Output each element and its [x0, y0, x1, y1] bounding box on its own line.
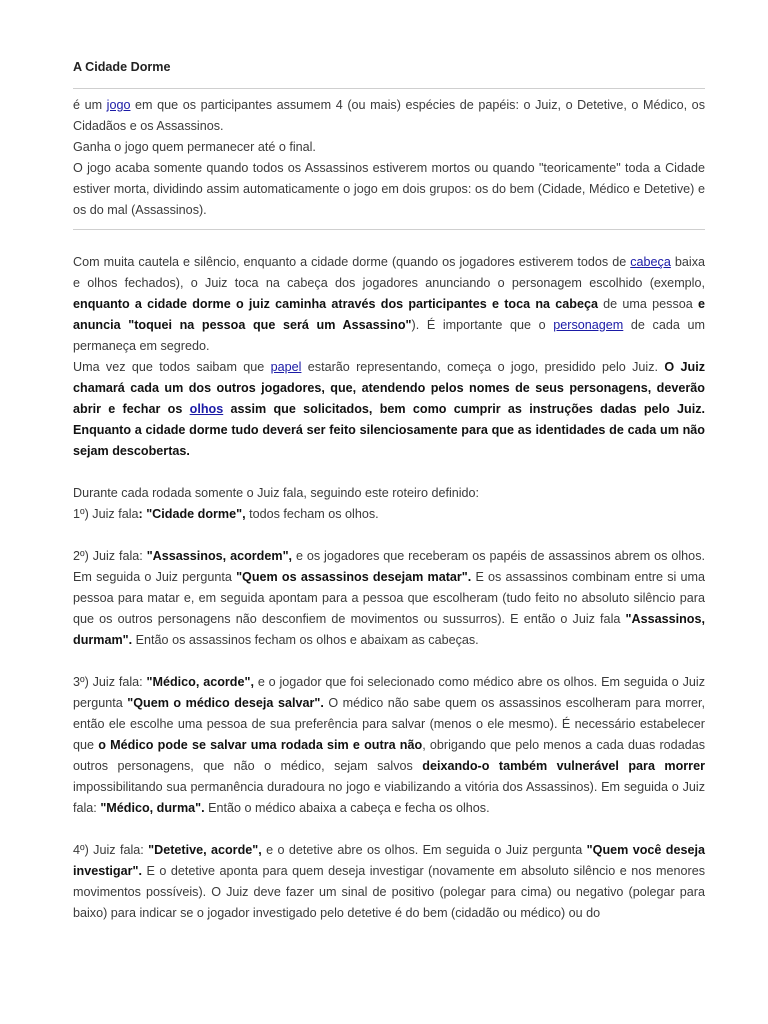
bold-text: "Detetive, acorde",: [148, 843, 262, 857]
text: , obrigando que pelo menos a cada duas rodadas outros personagens, que não o médico, sejam salvos: [73, 738, 705, 773]
intro-section: [73, 95, 705, 221]
bold-text: "Quem o médico deseja salvar".: [127, 696, 324, 710]
text: 2º) Juiz fala:: [73, 549, 147, 563]
step-1: [73, 504, 705, 525]
bold-text: assim que solicitados, bem como cumprir as instruções dadas pelo Juiz. Enquanto a cidade dorme tudo deverá ser feito silenciosamente para que as identidades de cada um não sejam descobertas.: [73, 402, 706, 458]
roteiro-intro: Durante cada rodada somente o Juiz fala, seguindo este roteiro definido:: [73, 486, 480, 500]
divider-middle: [73, 229, 705, 230]
text: baixa e olhos fechados), o Juiz toca na cabeça dos jogadores anunciando o personagem escolhido (exemplo,: [73, 255, 705, 290]
bold-text: "Médico, durma".: [100, 801, 205, 815]
text: e os jogadores que receberam os papéis de assassinos abrem os olhos. Em seguida o Juiz pergunta: [73, 549, 705, 584]
bold-text: "Assassinos, acordem",: [146, 549, 293, 563]
text: Uma vez que todos saibam que: [73, 360, 271, 374]
text: 1º) Juiz fala: [73, 507, 139, 521]
bold-text: O Juiz chamará cada um dos outros jogadores, que, atendendo pelos nomes de seus personagens, deverão abrir e fechar os: [73, 360, 705, 416]
text: de cada um permaneça em segredo.: [73, 318, 705, 353]
text: estarão representando, começa o jogo, presidido pelo Juiz.: [301, 360, 665, 374]
text: é um: [73, 98, 107, 112]
bold-text: "Médico, acorde",: [146, 675, 254, 689]
bold-text: "Assassinos, durmam".: [73, 612, 705, 647]
intro-paragraph-2: Ganha o jogo quem permanecer até o final.: [73, 140, 316, 154]
page-title: A Cidade Dorme: [73, 60, 171, 74]
step-3: [73, 672, 705, 819]
bold-text: deixando-o também vulnerável para morrer: [422, 759, 705, 773]
link-papel[interactable]: papel: [270, 360, 302, 374]
text: e o jogador que foi selecionado como médico abre os olhos. Em seguida o Juiz pergunta: [73, 675, 706, 710]
text: ). É importante que o: [411, 318, 554, 332]
text: em que os participantes assumem 4 (ou mais) espécies de papéis: o Juiz, o Detetive, o Médico, os Cidadãos e os Assassinos.: [73, 98, 705, 133]
link-olhos[interactable]: olhos: [189, 402, 224, 416]
bold-text: "Quem você deseja investigar".: [73, 843, 706, 878]
bold-text: : "Cidade dorme",: [138, 507, 246, 521]
link-personagem[interactable]: personagem: [553, 318, 624, 332]
text: 4º) Juiz fala:: [73, 843, 149, 857]
rules-paragraph-1: [73, 252, 705, 357]
text: todos fecham os olhos.: [245, 507, 379, 521]
bold-text: o Médico pode se salvar uma rodada sim e outra não: [98, 738, 423, 752]
step-2: [73, 546, 705, 651]
link-jogo[interactable]: jogo: [106, 98, 131, 112]
text: O médico não sabe quem os assassinos escolheram para morrer, então ele escolhe uma pessoa de sua preferência para salvar (menos o ele mesmo). É necessário estabelecer que: [73, 696, 705, 752]
text: Então o médico abaixa a cabeça e fecha os olhos.: [204, 801, 490, 815]
text: 3º) Juiz fala:: [73, 675, 147, 689]
rules-paragraph-2: [73, 357, 705, 462]
intro-paragraph-3: O jogo acaba somente quando todos os Assassinos estiverem mortos ou quando "teoricamente" toda a Cidade estiver morta, dividindo assim automaticamente o jogo em dois grupos: os do bem (Cidade, Médico e Detetive) e os do mal (Assassinos).: [73, 161, 705, 217]
text: e o detetive abre os olhos. Em seguida o Juiz pergunta: [261, 843, 587, 857]
link-cabeca[interactable]: cabeça: [630, 255, 671, 269]
divider-top: [73, 88, 705, 89]
bold-text: e anuncia "toquei na pessoa que será um Assassino": [73, 297, 705, 332]
text: E o detetive aponta para quem deseja investigar (novamente em absoluto silêncio e nos menores movimentos possíveis). O Juiz deve fazer um sinal de positivo (polegar para cima) ou negativo (polegar para baixo) para indicar se o jogador investigado pelo detetive é do bem (cidadão ou médico) ou do: [73, 864, 705, 920]
text: de uma pessoa: [597, 297, 698, 311]
text: Então os assassinos fecham os olhos e abaixam as cabeças.: [132, 633, 479, 647]
step-4: [73, 840, 705, 924]
text: impossibilitando sua permanência duradoura no jogo e viabilizando a vitória dos Assassinos). Em seguida o Juiz fala:: [73, 780, 705, 815]
rules-section: [73, 252, 705, 924]
bold-text: "Quem os assassinos desejam matar".: [236, 570, 472, 584]
document-page: [73, 57, 705, 924]
intro-paragraph-1: [73, 95, 705, 137]
text: E os assassinos combinam entre si uma pessoa para matar e, em seguida apontam para a pessoa que escolheram (tudo feito no absoluto silêncio para que os outros personagens não desconfiem de movimentos ou sussurros). E então o Juiz fala: [73, 570, 705, 626]
bold-text: enquanto a cidade dorme o juiz caminha através dos participantes e toca na cabeça: [73, 297, 598, 311]
text: Com muita cautela e silêncio, enquanto a cidade dorme (quando os jogadores estiverem todos de: [73, 255, 631, 269]
